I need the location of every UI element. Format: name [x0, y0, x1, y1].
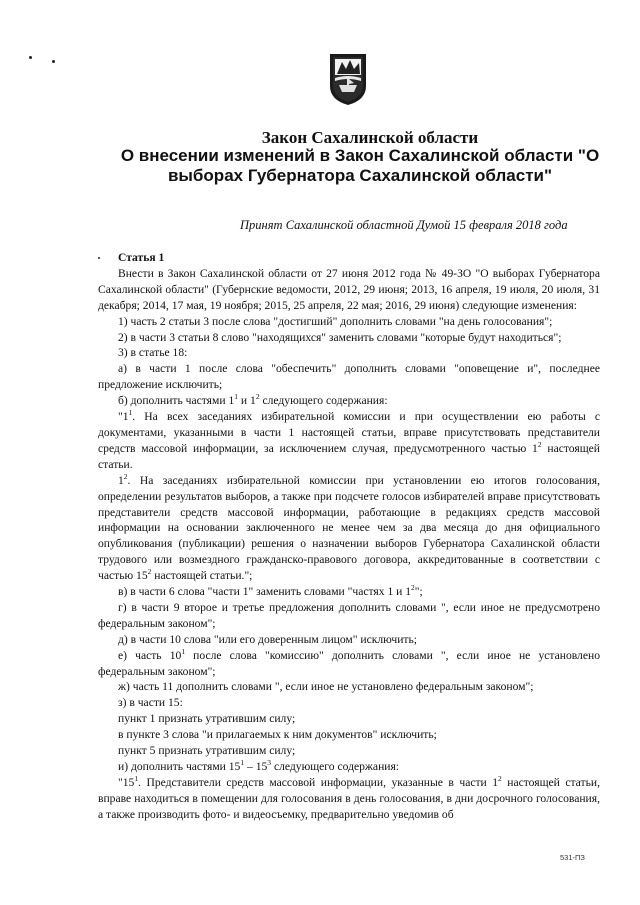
- list-item: и) дополнить частями $15^1 - 15^3$ следующего содержания:: [118, 758, 400, 773]
- sakhalin-coat-of-arms-icon: [327, 52, 369, 106]
- list-item: а) в части 1 после слова "обеспечить" дополнить словами "оповещение и", последнее предложение исключить;: [98, 362, 600, 392]
- list-item: пункт 5 признать утратившим силу;: [118, 744, 296, 758]
- list-item: в) в части 6 слова "части 1" заменить словами "частях 1 и $1^2$";: [118, 583, 423, 599]
- scan-speck: [52, 60, 55, 63]
- list-item: б) дополнить частями $1^1$ и $1^2$ следующего содержания:: [118, 392, 388, 408]
- adoption-note: Принят Сахалинской областной Думой 15 февраля 2018 года: [240, 218, 568, 232]
- list-item: д) в части 10 слова "или его доверенным лицом" исключить;: [118, 632, 418, 646]
- list-item: 1) часть 2 статьи 3 после слова "достигший" дополнить словами "на день голосования";: [118, 314, 553, 328]
- list-item: з) в части 15:: [118, 696, 183, 710]
- law-title: Закон Сахалинской области: [261, 128, 479, 147]
- law-subject-title: О внесении изменений в Закон Сахалинской области "О выборах Губернатора Сахалинской области": [120, 146, 600, 185]
- list-item: ж) часть 11 дополнить словами ", если иное не установлено федеральным законом";: [118, 680, 534, 694]
- scan-speck: [29, 56, 32, 59]
- inserted-paragraph: "$15^1$. Представители средств массовой информации, указанные в части $1^2$ настоящей статьи, вправе находиться в помещении для голосования в день голосования, в дни досрочного голосования, а также производить фото- и видеосъемку, предварительно уведомив об: [98, 774, 600, 821]
- page-code: 531-ПЗ: [560, 853, 585, 862]
- inserted-paragraph: $1^2$. На заседаниях избирательной комиссии при установлении ею итогов голосования, определении результатов выборов, а также при подсчете голосов избирателей вправе присутствовать представители средств массовой информации, работающие в редакциях средств массовой информации на основании заключенного не менее чем за два месяца до дня официального опубликования (публикации) решения о назначении выборов Губернатора Сахалинской области трудового или возмездного гражданско-правового договора, аккредитованные в соответствии с частью $15^2$ настоящей статьи.";: [98, 471, 600, 583]
- list-item: в пункте 3 слова "и прилагаемых к ним документов" исключить;: [118, 728, 437, 742]
- list-item: 3) в статье 18:: [118, 346, 188, 360]
- paragraph-intro: Внести в Закон Сахалинской области от 27 июня 2012 года № 49-ЗО "О выборах Губернатора Сахалинской области" (Губернские ведомости, 2012, 29 июня; 2013, 16 апреля, 19 июля, 20 июля, 31 декабря; 2014, 17 мая, 19 ноября; 2015, 25 апреля, 22 мая; 2016, 29 июня) следующие изменения:: [98, 266, 600, 312]
- article-body: [98, 250, 600, 823]
- list-item: 2) в части 3 статьи 8 слово "находящихся" заменить словами "которые будут находиться";: [118, 330, 562, 344]
- list-item: пункт 1 признать утратившим силу;: [118, 712, 296, 726]
- list-item: е) часть $10^1$ после слова "комиссию" дополнить словами ", если иное не установлено федеральным законом";: [98, 646, 600, 678]
- article-heading: Статья 1: [118, 251, 165, 264]
- list-item: г) в части 9 второе и третье предложения дополнить словами ", если иное не предусмотрено федеральным законом";: [98, 600, 600, 630]
- inserted-paragraph: "$1^1$. На всех заседаниях избирательной комиссии и при осуществлении ею работы с документами, указанными в части 1 настоящей статьи, вправе присутствовать представители средств массовой информации, за исключением случая, предусмотренного частью $1^2$ настоящей статьи.: [98, 408, 600, 471]
